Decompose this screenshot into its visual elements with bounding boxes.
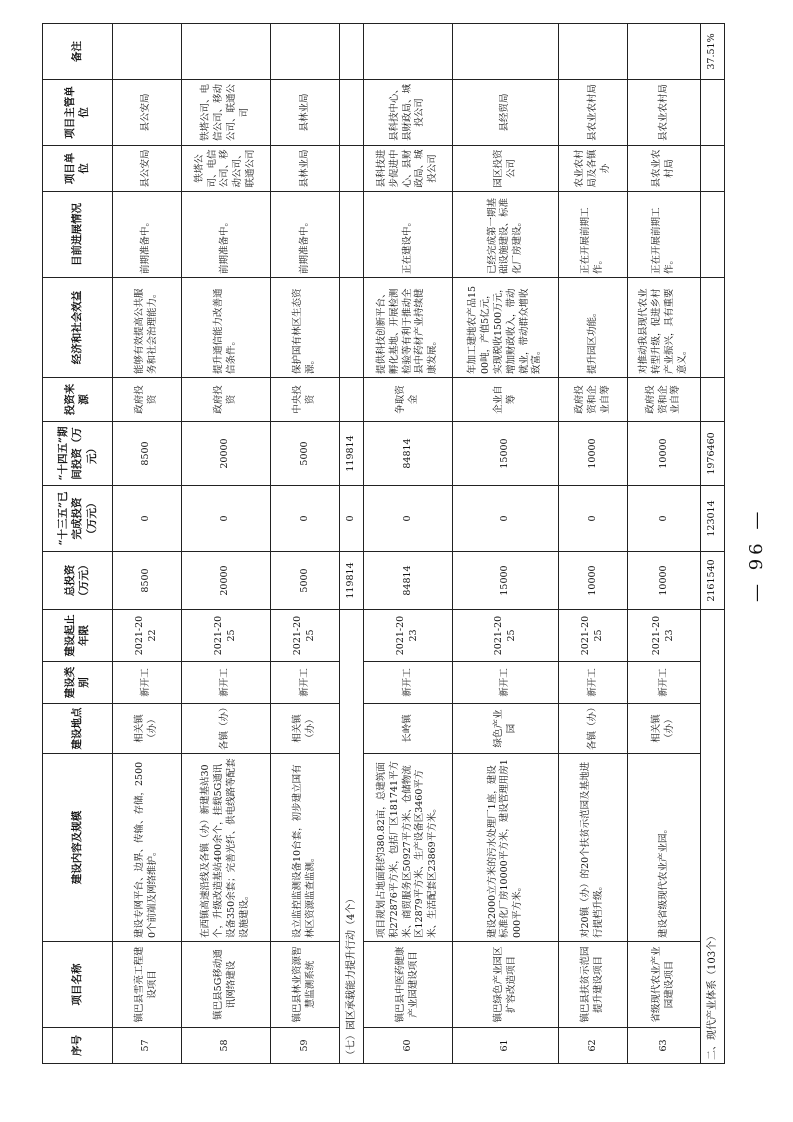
- table-row: [453, 24, 559, 1064]
- cell-progress: 正在建设中。: [363, 192, 453, 278]
- cell-unit: 县农业农村局: [628, 146, 701, 192]
- cell-seq: 60: [363, 1028, 453, 1064]
- cell-benefit: 对推动我县现代农业转型升级，促进乡村产业振兴，具有重要意义。: [628, 278, 701, 378]
- cell-seq: 57: [112, 1028, 181, 1064]
- cell-unit: 县科技进步促进中心、县财政局、城投公司: [363, 146, 453, 192]
- cell-plan14: 15000: [453, 422, 559, 486]
- cell-content: 建设2000立方米的污水处理厂1座，建设标准化厂房10000平方米，建设管理用房1000平方米。: [453, 754, 559, 942]
- cell-type: 新开工: [628, 662, 701, 704]
- cell-total: 15000: [453, 552, 559, 610]
- cell-content: 项目规划占地面积约380.82亩，总建筑面积272876平方米，包括厂区181741平方米、商贸服务区50927平方米、仓储物流区12879平方米、生产设备区3460平方米、生活配套区23869平方米。: [363, 754, 453, 942]
- cell-plan14: 5000: [271, 422, 340, 486]
- cell-source: 争取资金: [363, 378, 453, 422]
- section-label: 二、现代产业体系（103个）: [700, 610, 724, 1064]
- table-row: [363, 24, 453, 1064]
- section-total: 2161540: [700, 552, 724, 610]
- cell-type: 新开工: [271, 662, 340, 704]
- header-location: 建设地点: [43, 704, 113, 754]
- header-source: 投资来源: [43, 378, 113, 422]
- section-empty-cell: [339, 192, 363, 278]
- cell-benefit: 年加工建地农产品1500吨，产值5亿元，实现税收1500万元，增加财政收入，带动就业，带动群众增收致富。: [453, 278, 559, 378]
- cell-dept: 县林业局: [271, 80, 340, 146]
- section-empty-cell: [339, 278, 363, 378]
- cell-unit: 县林业局: [271, 146, 340, 192]
- table-row: [181, 24, 271, 1064]
- cell-dept: 县农业农村局: [559, 80, 628, 146]
- section-empty-cell: [339, 378, 363, 422]
- cell-plan14: 20000: [181, 422, 271, 486]
- cell-note: [453, 24, 559, 80]
- header-name: 项目名称: [43, 942, 113, 1028]
- cell-note: [628, 24, 701, 80]
- cell-dept: 县科技中心、县财政局、城投公司: [363, 80, 453, 146]
- header-progress: 目前进展情况: [43, 192, 113, 278]
- cell-benefit: 提升园区功能。: [559, 278, 628, 378]
- cell-done13: 0: [363, 486, 453, 552]
- section-done13: 123014: [700, 486, 724, 552]
- cell-name: 镇巴县扶贫示范园提升建设项目: [559, 942, 628, 1028]
- cell-source: 中央投资: [271, 378, 340, 422]
- cell-type: 新开工: [181, 662, 271, 704]
- header-unit: 项目单位: [43, 146, 113, 192]
- section-total: 119814: [339, 552, 363, 610]
- header-note: 备注: [43, 24, 113, 80]
- cell-location: 各镇（办）: [181, 704, 271, 754]
- cell-benefit: 能够有效提高公共服务和社会治理能力。: [112, 278, 181, 378]
- cell-progress: 已经完成第一期基础设施建设、标准化厂房建设。: [453, 192, 559, 278]
- cell-unit: 园区投资公司: [453, 146, 559, 192]
- header-content: 建设内容及规模: [43, 754, 113, 942]
- section-empty-cell: [700, 278, 724, 378]
- header-dept: 项目主管单位: [43, 80, 113, 146]
- cell-seq: 61: [453, 1028, 559, 1064]
- cell-location: 绿色产业园: [453, 704, 559, 754]
- cell-content: 建设省级现代农业产业园。: [628, 754, 701, 942]
- cell-name: 镇巴县雪亮工程建设项目: [112, 942, 181, 1028]
- cell-source: 政府投资和企业自筹: [559, 378, 628, 422]
- cell-dept: 县农业农村局: [628, 80, 701, 146]
- section-empty-cell: [339, 146, 363, 192]
- cell-seq: 59: [271, 1028, 340, 1064]
- cell-period: 2021-2025: [181, 610, 271, 662]
- section-label: （七）园区承载能力提升行动（4个）: [339, 610, 363, 1064]
- cell-total: 84814: [363, 552, 453, 610]
- section-empty-cell: [700, 378, 724, 422]
- cell-location: 各镇（办）: [559, 704, 628, 754]
- cell-period: 2021-2025: [453, 610, 559, 662]
- cell-location: 长岭镇: [363, 704, 453, 754]
- table-row: [628, 24, 701, 1064]
- table-row: [112, 24, 181, 1064]
- cell-source: 政府投资: [112, 378, 181, 422]
- cell-seq: 62: [559, 1028, 628, 1064]
- cell-period: 2021-2022: [112, 610, 181, 662]
- header-seq: 序号: [43, 1028, 113, 1064]
- cell-progress: 前期准备中。: [271, 192, 340, 278]
- cell-done13: 0: [181, 486, 271, 552]
- cell-progress: 前期准备中。: [112, 192, 181, 278]
- header-period: 建设起止年限: [43, 610, 113, 662]
- cell-type: 新开工: [112, 662, 181, 704]
- cell-location: 相关镇（办）: [112, 704, 181, 754]
- section-note: [339, 24, 363, 80]
- cell-period: 2021-2023: [628, 610, 701, 662]
- cell-note: [363, 24, 453, 80]
- cell-total: 8500: [112, 552, 181, 610]
- cell-plan14: 84814: [363, 422, 453, 486]
- cell-plan14: 10000: [559, 422, 628, 486]
- cell-name: 省级现代农业产业园建设项目: [628, 942, 701, 1028]
- section-empty-cell: [700, 192, 724, 278]
- section-empty-cell: [700, 80, 724, 146]
- cell-type: 新开工: [453, 662, 559, 704]
- cell-note: [181, 24, 271, 80]
- cell-period: 2021-2025: [559, 610, 628, 662]
- section-row-industry: [700, 24, 724, 1064]
- cell-content: 对20镇（办）的20个扶贫示范园及基地进行提档升级。: [559, 754, 628, 942]
- cell-source: 政府投资: [181, 378, 271, 422]
- cell-benefit: 提升通信能力改善通信条件。: [181, 278, 271, 378]
- cell-content: 设立监控监测设备10台套，初步建立国有林区资源监查监测。: [271, 754, 340, 942]
- cell-done13: 0: [112, 486, 181, 552]
- cell-progress: 正在开展前期工作。: [628, 192, 701, 278]
- cell-total: 10000: [559, 552, 628, 610]
- section-note: 37.51%: [700, 24, 724, 80]
- cell-type: 新开工: [363, 662, 453, 704]
- cell-dept: 县公安局: [112, 80, 181, 146]
- table-row: [271, 24, 340, 1064]
- project-table: [42, 23, 725, 1064]
- cell-done13: 0: [628, 486, 701, 552]
- cell-progress: 正在开展前期工作。: [559, 192, 628, 278]
- cell-total: 10000: [628, 552, 701, 610]
- cell-note: [271, 24, 340, 80]
- section-row-park: [339, 24, 363, 1064]
- section-done13: 0: [339, 486, 363, 552]
- cell-unit: 铁塔公司、电信公司、移动公司、联通公司: [181, 146, 271, 192]
- section-empty-cell: [339, 80, 363, 146]
- section-plan14: 119814: [339, 422, 363, 486]
- section-plan14: 1976460: [700, 422, 724, 486]
- cell-progress: 前期准备中。: [181, 192, 271, 278]
- cell-name: 镇巴县5G移动通讯网络建设: [181, 942, 271, 1028]
- cell-plan14: 10000: [628, 422, 701, 486]
- section-empty-cell: [700, 146, 724, 192]
- cell-location: 相关镇（办）: [271, 704, 340, 754]
- cell-benefit: 保护国有林区生态资源。: [271, 278, 340, 378]
- header-plan14: “十四五”期间投资（万元）: [43, 422, 113, 486]
- cell-period: 2021-2025: [271, 610, 340, 662]
- cell-name: 镇巴县林业资源智慧监测系统: [271, 942, 340, 1028]
- cell-content: 在西镇高速沿线及各镇（办）新建基站30个，升级改造基站400余个，挂载5G通讯设备350余套；完善光纤、供电线路等配套设施建设。: [181, 754, 271, 942]
- page-number: — 96 —: [746, 507, 767, 602]
- cell-unit: 县公安局: [112, 146, 181, 192]
- cell-seq: 63: [628, 1028, 701, 1064]
- cell-unit: 农业农村局及各镇办: [559, 146, 628, 192]
- cell-source: 政府投资和企业自筹: [628, 378, 701, 422]
- cell-plan14: 8500: [112, 422, 181, 486]
- cell-location: 相关镇（办）: [628, 704, 701, 754]
- cell-dept: 县经贸局: [453, 80, 559, 146]
- cell-period: 2021-2023: [363, 610, 453, 662]
- cell-note: [559, 24, 628, 80]
- header-row: [43, 24, 113, 1064]
- header-benefit: 经济和社会效益: [43, 278, 113, 378]
- cell-seq: 58: [181, 1028, 271, 1064]
- cell-type: 新开工: [559, 662, 628, 704]
- cell-dept: 铁塔公司、电信公司、移动公司、联通公司: [181, 80, 271, 146]
- cell-done13: 0: [271, 486, 340, 552]
- cell-done13: 0: [453, 486, 559, 552]
- header-type: 建设类别: [43, 662, 113, 704]
- table-row: [559, 24, 628, 1064]
- cell-name: 镇巴绿色产业园区扩容改造项目: [453, 942, 559, 1028]
- header-done13: “十三五”已完成投资（万元）: [43, 486, 113, 552]
- header-total: 总投资（万元）: [43, 552, 113, 610]
- cell-total: 5000: [271, 552, 340, 610]
- cell-note: [112, 24, 181, 80]
- cell-content: 建设专网平台、边界、传输、存储，25000个前端及网络维护。: [112, 754, 181, 942]
- cell-total: 20000: [181, 552, 271, 610]
- cell-done13: 0: [559, 486, 628, 552]
- cell-name: 镇巴县中医药健康产业园建设项目: [363, 942, 453, 1028]
- cell-benefit: 提供科技创新平台、孵化基地、开展检测检验等有利于推动全县中药材产业持续健康发展。: [363, 278, 453, 378]
- cell-source: 企业自筹: [453, 378, 559, 422]
